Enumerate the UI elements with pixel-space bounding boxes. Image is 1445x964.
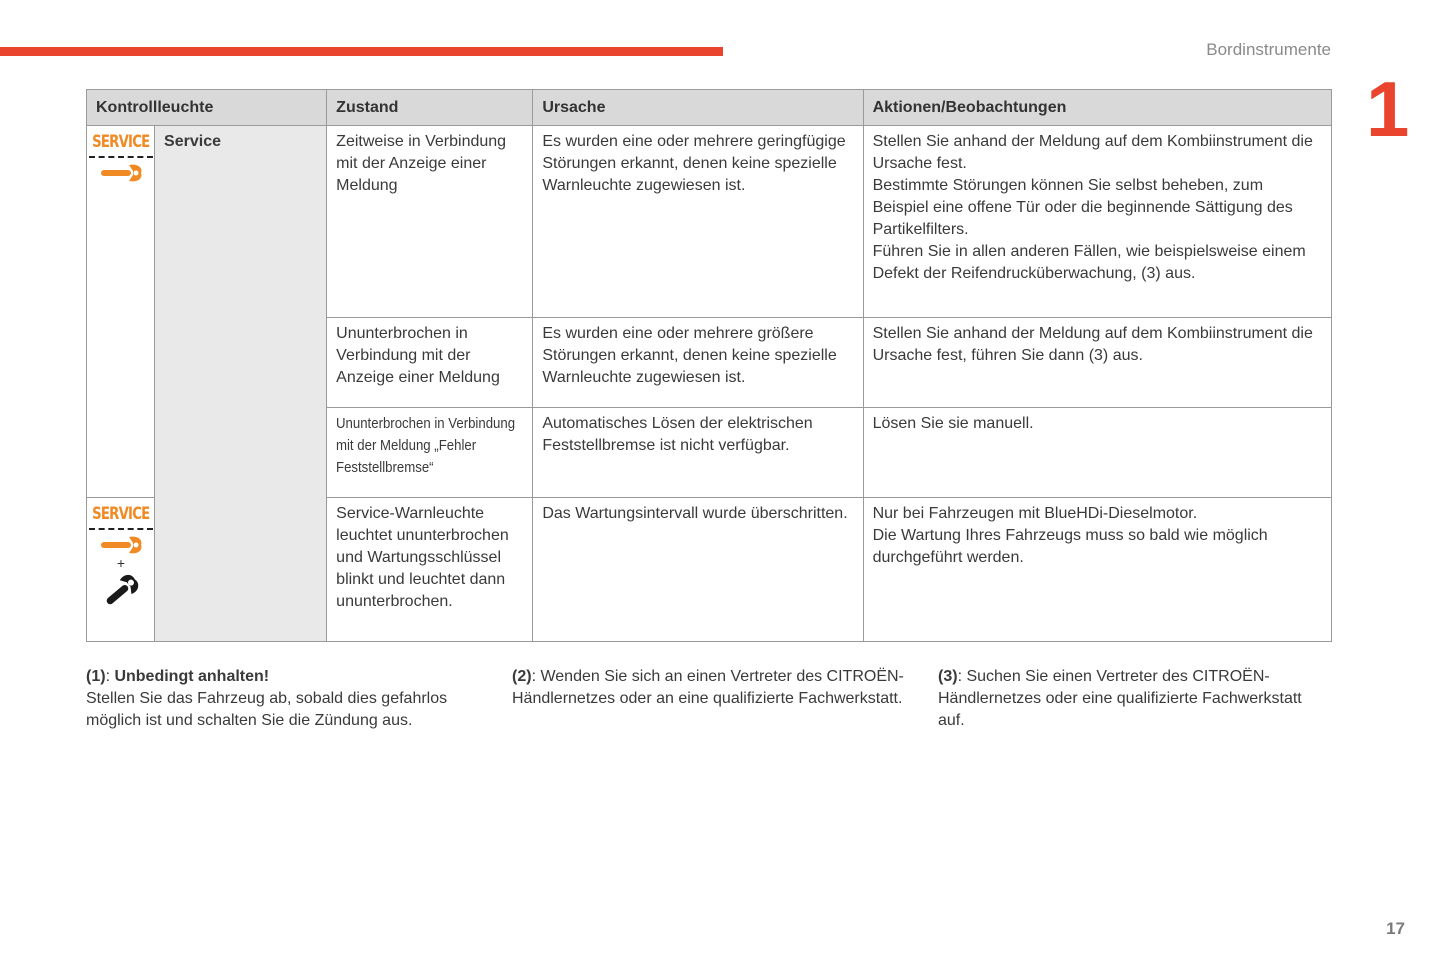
zustand-cell: Service-Warnleuchte leuchtet ununterbrochen und Wartungsschlüssel blinkt und leuchtet dann ununterbrochen. (327, 498, 533, 642)
footnote-bold-text: Unbedingt anhalten! (114, 668, 270, 685)
zustand-condensed-text: Ununterbrochen in Verbindung mit der Meldung „Fehler Feststellbremse“ (336, 415, 516, 476)
aktionen-cell: Stellen Sie anhand der Meldung auf dem Kombiinstrument die Ursache fest. Bestimmte Störungen können Sie selbst beheben, zum Beispiel eine offene Tür oder die beginnende Sättigung des Partikelfilters. Führen Sie in allen anderen Fällen, wie beispielsweise einem Defekt der Reifendrucküberwachung, (3) aus. (863, 126, 1331, 318)
maintenance-wrench-icon (99, 571, 143, 611)
orange-wrench-icon (99, 535, 143, 555)
footnote-2: (2): Wenden Sie sich an einen Vertreter des CITROËN-Händlernetzes oder an eine qualifizierte Fachwerkstatt. (512, 668, 904, 707)
header-aktionen: Aktionen/Beobachtungen (863, 90, 1331, 126)
service-warning-icon: SERVICE (92, 132, 150, 152)
footnote-marker: (1) (86, 668, 106, 685)
ursache-cell: Das Wartungsintervall wurde überschritten. (533, 498, 863, 642)
zustand-cell (327, 408, 533, 498)
footnote-marker: (3) (938, 668, 958, 685)
aktionen-cell: Nur bei Fahrzeugen mit BlueHDi-Dieselmotor. Die Wartung Ihres Fahrzeugs muss so bald wie möglich durchgeführt werden. (863, 498, 1331, 642)
footnote-3: (3): Suchen Sie einen Vertreter des CITROËN-Händlernetzes oder eine qualifizierte Fachwerkstatt auf. (938, 668, 1302, 729)
zustand-cell: Zeitweise in Verbindung mit der Anzeige einer Meldung (327, 126, 533, 318)
plus-sign: + (116, 555, 126, 571)
table-header-row (87, 90, 1332, 126)
header-zustand: Zustand (327, 90, 533, 126)
aktionen-cell: Lösen Sie sie manuell. (863, 408, 1331, 498)
dashed-divider (89, 156, 153, 158)
chapter-number: 1 (1366, 65, 1410, 153)
section-title: Bordinstrumente (1206, 40, 1331, 59)
table-row (87, 126, 1332, 318)
service-light-icon-cell (87, 126, 155, 498)
ursache-cell: Es wurden eine oder mehrere geringfügige Störungen erkannt, denen keine spezielle Warnleuchte zugewiesen ist. (533, 126, 863, 318)
orange-wrench-icon (99, 163, 143, 183)
header-accent-bar (0, 47, 723, 56)
dashed-divider (89, 528, 153, 530)
footnote-text: Stellen Sie das Fahrzeug ab, sobald dies gefahrlos möglich ist und schalten Sie die Zündung aus. (86, 690, 448, 729)
aktionen-cell: Stellen Sie anhand der Meldung auf dem Kombiinstrument die Ursache fest, führen Sie dann (3) aus. (863, 318, 1331, 408)
header-ursache: Ursache (533, 90, 863, 126)
footnote-text: Suchen Sie einen Vertreter des CITROËN-Händlernetzes oder eine qualifizierte Fachwerkstatt auf. (938, 668, 1302, 729)
ursache-cell: Es wurden eine oder mehrere größere Störungen erkannt, denen keine spezielle Warnleuchte zugewiesen ist. (533, 318, 863, 408)
ursache-cell: Automatisches Lösen der elektrischen Feststellbremse ist nicht verfügbar. (533, 408, 863, 498)
footnote-1: (1): Unbedingt anhalten! Stellen Sie das Fahrzeug ab, sobald dies gefahrlos möglich ist und schalten Sie die Zündung aus. (86, 668, 448, 729)
service-maintenance-icon-cell (87, 498, 155, 642)
zustand-cell: Ununterbrochen in Verbindung mit der Anzeige einer Meldung (327, 318, 533, 408)
header-kontrollleuchte: Kontrollleuchte (87, 90, 327, 126)
service-warning-icon: SERVICE (92, 504, 150, 524)
footnote-marker: (2) (512, 668, 532, 685)
footnote-text: Wenden Sie sich an einen Vertreter des CITROËN-Händlernetzes oder an eine qualifizierte Fachwerkstatt. (512, 668, 904, 707)
page-number: 17 (1386, 919, 1405, 938)
warning-lights-table (86, 89, 1332, 642)
indicator-name: Service (155, 126, 327, 642)
